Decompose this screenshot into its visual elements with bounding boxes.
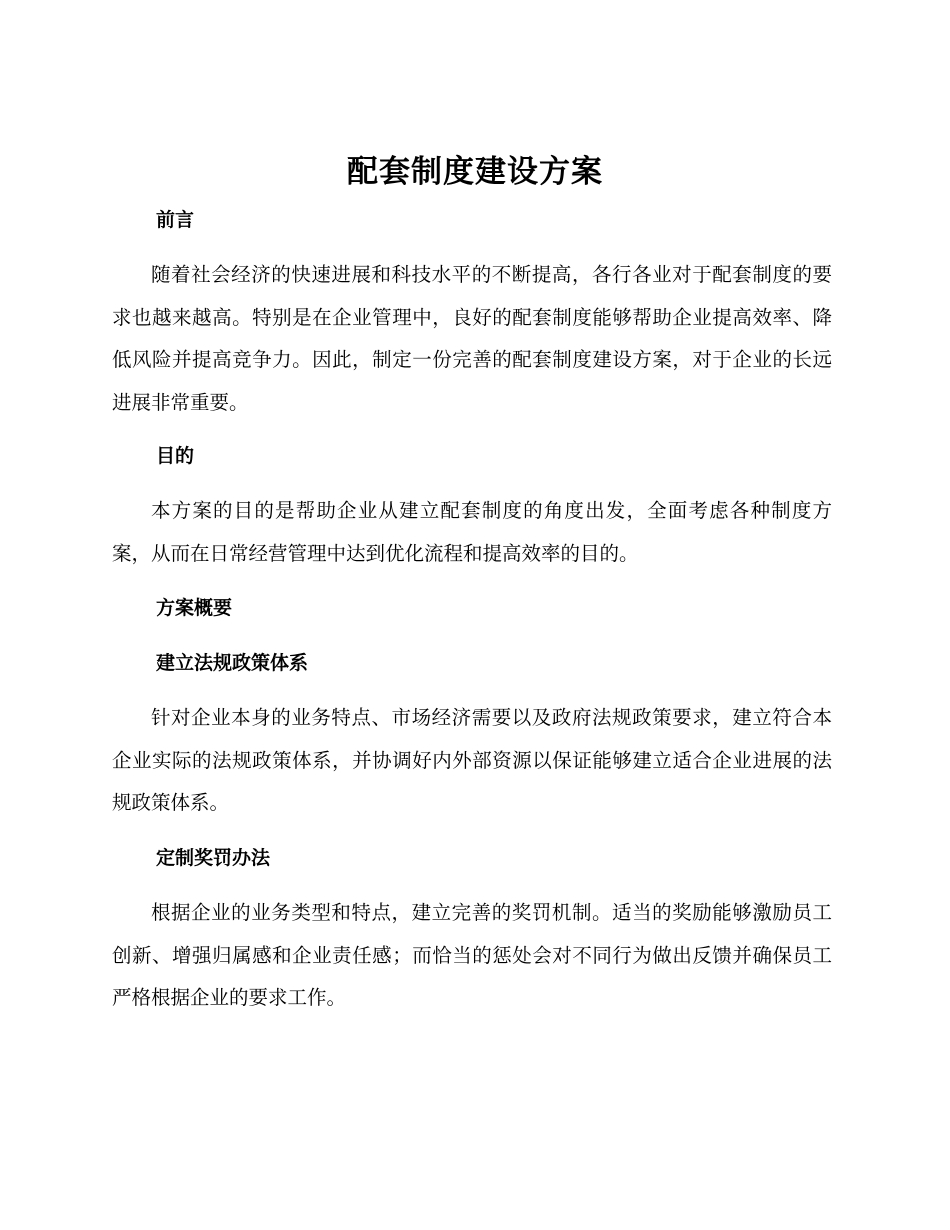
document-title: 配套制度建设方案	[347, 154, 603, 190]
section-paragraph-purpose: 本方案的目的是帮助企业从建立配套制度的角度出发，全面考虑各种制度方案，从而在日常经营管理中达到优化流程和提高效率的目的。	[112, 499, 832, 565]
section-heading-purpose: 目的	[156, 445, 195, 467]
section-heading-rewards: 定制奖罚办法	[156, 847, 271, 869]
section-paragraph-regulations: 针对企业本身的业务特点、市场经济需要以及政府法规政策要求，建立符合本企业实际的法规政策体系，并协调好内外部资源以保证能够建立适合企业进展的法规政策体系。	[112, 706, 832, 814]
section-heading-regulations: 建立法规政策体系	[156, 652, 309, 674]
section-heading-overview: 方案概要	[156, 597, 233, 619]
section-heading-preface: 前言	[156, 209, 195, 231]
section-paragraph-rewards: 根据企业的业务类型和特点，建立完善的奖罚机制。适当的奖励能够激励员工创新、增强归属感和企业责任感；而恰当的惩处会对不同行为做出反馈并确保员工严格根据企业的要求工作。	[112, 901, 832, 1009]
section-paragraph-preface: 随着社会经济的快速进展和科技水平的不断提高，各行各业对于配套制度的要求也越来越高。特别是在企业管理中，良好的配套制度能够帮助企业提高效率、降低风险并提高竞争力。因此，制定一份完善的配套制度建设方案，对于企业的长远进展非常重要。	[112, 263, 832, 414]
